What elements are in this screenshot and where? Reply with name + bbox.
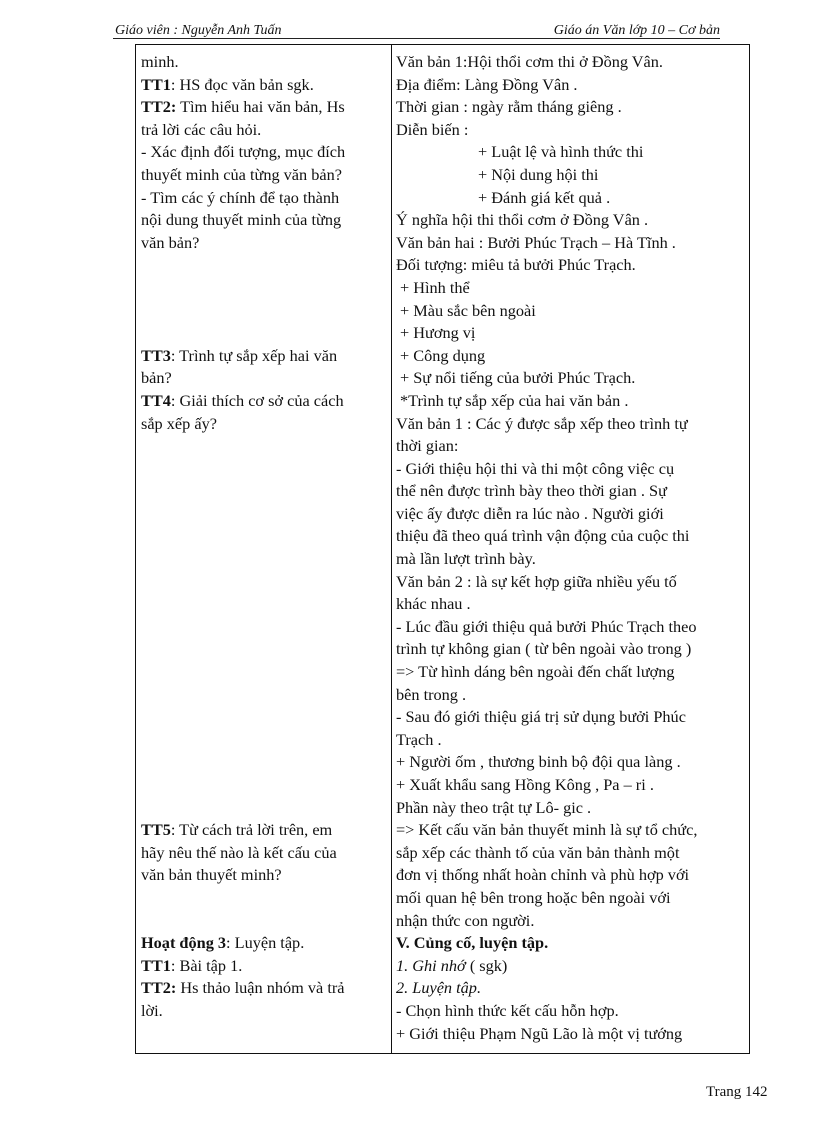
task-label: TT1 — [141, 74, 171, 94]
text-line: - Giới thiệu hội thi và thi một công việc cụ — [396, 458, 675, 478]
text-line: TT5: Từ cách trả lời trên, em — [141, 820, 333, 840]
text-line: - Sau đó giới thiệu giá trị sử dụng bưởi Phúc — [396, 707, 686, 727]
text-line: + Màu sắc bên ngoài — [400, 300, 536, 320]
text-line: thiệu đã theo quá trình vận động của cuộc thi — [396, 526, 690, 546]
content-column — [396, 51, 748, 1045]
text-line: Thời gian : ngày rằm tháng giêng . — [396, 97, 622, 117]
text-line: TT1: Bài tập 1. — [141, 955, 243, 975]
activities-column — [141, 51, 387, 1023]
text-line: + Luật lệ và hình thức thi — [478, 142, 644, 162]
text-line: 1. Ghi nhớ ( sgk) — [396, 955, 508, 975]
header-rule — [113, 38, 720, 39]
text-line: văn bản thuyết minh? — [141, 865, 282, 885]
task-label: TT2: — [141, 978, 177, 998]
text-line: Ý nghĩa hội thi thổi cơm ở Đồng Vân . — [396, 210, 649, 230]
text-line: - Chọn hình thức kết cấu hỗn hợp. — [396, 1000, 619, 1020]
text-line: việc ấy được diễn ra lúc nào . Người giới — [396, 503, 664, 523]
text-line: bản? — [141, 368, 172, 388]
text-line: bên trong . — [396, 684, 467, 704]
task-label: TT2: — [141, 97, 177, 117]
text-line: khác nhau . — [396, 594, 471, 614]
text-line: *Trình tự sắp xếp của hai văn bản . — [400, 390, 629, 410]
spacer — [141, 435, 387, 819]
teacher-name: Giáo viên : Nguyễn Anh Tuấn — [115, 23, 282, 38]
text-line: đơn vị thống nhất hoàn chỉnh và phù hợp với — [396, 865, 690, 885]
text-line: sắp xếp các thành tố của văn bản thành một — [396, 842, 680, 862]
task-label: TT3 — [141, 345, 171, 365]
text-line: Văn bản 1 : Các ý được sắp xếp theo trình tự — [396, 413, 688, 433]
task-label: TT5 — [141, 820, 171, 840]
text-line: Văn bản 2 : là sự kết hợp giữa nhiều yếu tố — [396, 571, 677, 591]
text-line: lời. — [141, 1001, 163, 1021]
text-line: TT3: Trình tự sắp xếp hai văn — [141, 345, 338, 365]
text-line: thuyết minh của từng văn bản? — [141, 164, 342, 184]
subheading: 1. Ghi nhớ — [396, 955, 466, 975]
text-line: + Hình thể — [400, 277, 470, 297]
text-line: minh. — [141, 52, 179, 71]
text-line: => Kết cấu văn bản thuyết minh là sự tổ chức, — [396, 820, 698, 840]
text-line: Phần này theo trật tự Lô- gic . — [396, 797, 592, 817]
text-line: mà lần lượt trình bày. — [396, 549, 536, 569]
text-line: mối quan hệ bên trong hoặc bên ngoài với — [396, 887, 671, 907]
column-divider — [391, 45, 392, 1053]
lesson-title: Giáo án Văn lớp 10 – Cơ bản — [553, 23, 720, 38]
task-label: TT4 — [141, 390, 171, 410]
text-line: TT1: HS đọc văn bản sgk. — [141, 74, 314, 94]
text-line: thể nên được trình bày theo thời gian . Sự — [396, 481, 667, 501]
text-line: Địa điểm: Làng Đồng Vân . — [396, 74, 578, 94]
text-line: Trạch . — [396, 729, 442, 749]
text-line: + Nội dung hội thi — [478, 164, 599, 184]
text-line: + Đánh giá kết quả . — [478, 187, 611, 207]
text-line: - Lúc đầu giới thiệu quả bưởi Phúc Trạch theo — [396, 616, 697, 636]
text-line: trả lời các câu hỏi. — [141, 119, 262, 139]
text-line: thời gian: — [396, 436, 459, 456]
spacer — [141, 887, 387, 932]
text-line: TT2: Hs thảo luận nhóm và trả — [141, 978, 345, 998]
activity-label: Hoạt động 3 — [141, 933, 227, 953]
spacer — [141, 254, 387, 344]
section-heading: V. Củng cố, luyện tập. — [396, 933, 549, 953]
text-line: Văn bản 1:Hội thổi cơm thi ở Đồng Vân. — [396, 52, 663, 71]
lesson-table — [135, 44, 750, 1054]
text-line: văn bản? — [141, 232, 200, 252]
text-line: Văn bản hai : Bưởi Phúc Trạch – Hà Tĩnh . — [396, 232, 676, 252]
page-number: Trang 142 — [706, 1084, 768, 1100]
text-line: Đối tượng: miêu tả bưởi Phúc Trạch. — [396, 255, 636, 275]
text-line: hãy nêu thế nào là kết cấu của — [141, 842, 337, 862]
task-label: TT1 — [141, 955, 171, 975]
text-line: - Tìm các ý chính để tạo thành — [141, 187, 340, 207]
page-header — [113, 20, 720, 40]
text-line: nhận thức con người. — [396, 910, 535, 930]
text-line: sắp xếp ấy? — [141, 413, 217, 433]
text-line: + Công dụng — [400, 345, 486, 365]
text-line: + Người ốm , thương binh bộ đội qua làng . — [396, 752, 681, 772]
subheading: 2. Luyện tập. — [396, 978, 482, 998]
text-line: TT2: Tìm hiểu hai văn bản, Hs — [141, 97, 345, 117]
text-line: + Sự nổi tiếng của bưởi Phúc Trạch. — [400, 368, 636, 388]
text-line: + Hương vị — [400, 323, 476, 343]
text-line: + Giới thiệu Phạm Ngũ Lão là một vị tướng — [396, 1023, 683, 1043]
text-line: TT4: Giải thích cơ sở của cách — [141, 390, 344, 410]
text-line: - Xác định đối tượng, mục đích — [141, 142, 346, 162]
text-line: => Từ hình dáng bên ngoài đến chất lượng — [396, 662, 675, 682]
text-line: + Xuất khẩu sang Hồng Kông , Pa – ri . — [396, 775, 654, 794]
text-line: Hoạt động 3: Luyện tập. — [141, 933, 305, 953]
text-line: nội dung thuyết minh của từng — [141, 210, 342, 230]
text-line: Diễn biến : — [396, 119, 469, 139]
text-line: trình tự không gian ( từ bên ngoài vào trong ) — [396, 639, 692, 659]
